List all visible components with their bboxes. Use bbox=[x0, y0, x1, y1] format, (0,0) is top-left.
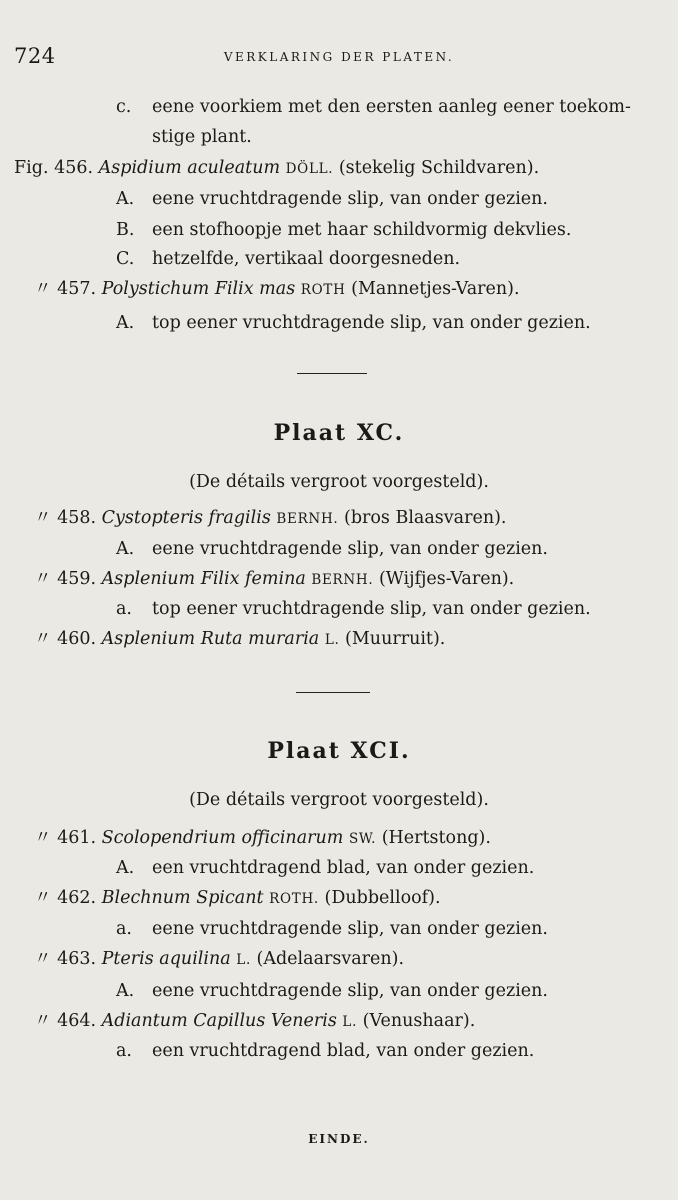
author-name: ROTH bbox=[300, 282, 346, 298]
item-description: top eener vruchtdragende slip, van onder gezien. bbox=[152, 313, 591, 333]
item-label: a. bbox=[116, 919, 132, 939]
ditto-mark: 〃 bbox=[34, 629, 52, 649]
figure-number: 456. bbox=[54, 158, 94, 178]
species-name: Cystopteris fragilis bbox=[101, 508, 271, 528]
figure-entry-457 bbox=[34, 278, 520, 301]
item-label: A. bbox=[116, 189, 135, 209]
item-label: a. bbox=[116, 1041, 132, 1061]
figure-entry-458 bbox=[34, 507, 506, 530]
common-name: (Hertstong). bbox=[381, 828, 491, 848]
species-name: Scolopendrium officinarum bbox=[101, 828, 344, 848]
item-description: eene vruchtdragende slip, van onder gezien. bbox=[152, 189, 548, 209]
author-name: L. bbox=[342, 1014, 358, 1030]
item-description: eene vruchtdragende slip, van onder gezien. bbox=[152, 981, 548, 1001]
figure-number: 463. bbox=[57, 949, 97, 969]
item-label: A. bbox=[116, 981, 135, 1001]
common-name: (Mannetjes-Varen). bbox=[351, 279, 520, 299]
common-name: (stekelig Schildvaren). bbox=[338, 158, 540, 178]
item-description: eene vruchtdragende slip, van onder gezien. bbox=[152, 539, 548, 559]
running-header bbox=[14, 44, 664, 68]
running-title: VERKLARING DER PLATEN. bbox=[223, 50, 455, 64]
author-name: BERNH. bbox=[311, 572, 374, 588]
ditto-mark: 〃 bbox=[34, 949, 52, 969]
item-description-continuation: stige plant. bbox=[152, 127, 252, 147]
item-label: a. bbox=[116, 599, 132, 619]
plate-title-xc: Plaat XC. bbox=[273, 420, 405, 446]
plate-subtitle-xci: (De détails vergroot voorgesteld). bbox=[189, 790, 489, 810]
item-label: B. bbox=[116, 220, 135, 240]
ditto-mark: 〃 bbox=[34, 508, 52, 528]
item-label: A. bbox=[116, 858, 135, 878]
figure-entry-461 bbox=[34, 827, 491, 850]
species-name: Blechnum Spicant bbox=[101, 888, 264, 908]
author-name: ROTH. bbox=[269, 891, 319, 907]
author-name: L. bbox=[236, 952, 251, 968]
author-name: L. bbox=[324, 632, 340, 648]
figure-number: 464. bbox=[57, 1011, 97, 1031]
item-description: een vruchtdragend blad, van onder gezien. bbox=[152, 1041, 535, 1061]
item-label: c. bbox=[116, 97, 132, 117]
figure-number: 458. bbox=[57, 508, 97, 528]
end-marker: EINDE. bbox=[308, 1132, 370, 1146]
item-label: C. bbox=[116, 249, 135, 269]
fig-prefix: Fig. bbox=[14, 158, 49, 178]
ditto-mark: 〃 bbox=[34, 569, 52, 589]
figure-number: 462. bbox=[57, 888, 97, 908]
common-name: (Venushaar). bbox=[362, 1011, 476, 1031]
item-description: een stofhoopje met haar schildvormig dekvlies. bbox=[152, 220, 572, 240]
common-name: (Adelaarsvaren). bbox=[256, 949, 405, 969]
species-name: Adiantum Capillus Veneris bbox=[101, 1011, 337, 1031]
ditto-mark: 〃 bbox=[34, 279, 52, 299]
common-name: (Dubbelloof). bbox=[324, 888, 441, 908]
plate-subtitle-xc: (De détails vergroot voorgesteld). bbox=[189, 472, 489, 492]
common-name: (Wijfjes-Varen). bbox=[378, 569, 515, 589]
common-name: (bros Blaasvaren). bbox=[344, 508, 507, 528]
figure-number: 457. bbox=[57, 279, 97, 299]
figure-number: 459. bbox=[57, 569, 97, 589]
item-description: eene vruchtdragende slip, van onder gezien. bbox=[152, 919, 548, 939]
common-name: (Muurruit). bbox=[345, 629, 446, 649]
ditto-mark: 〃 bbox=[34, 888, 52, 908]
author-name: BERNH. bbox=[276, 511, 339, 527]
item-description: eene voorkiem met den eersten aanleg eener toekom- bbox=[152, 97, 631, 117]
species-name: Aspidium aculeatum bbox=[98, 158, 281, 178]
figure-entry-456 bbox=[14, 157, 539, 180]
section-divider bbox=[296, 692, 370, 693]
figure-entry-462 bbox=[34, 887, 441, 910]
figure-entry-464 bbox=[34, 1010, 475, 1033]
figure-number: 461. bbox=[57, 828, 97, 848]
species-name: Pteris aquilina bbox=[101, 949, 231, 969]
ditto-mark: 〃 bbox=[34, 828, 52, 848]
species-name: Asplenium Filix femina bbox=[101, 569, 306, 589]
author-name: SW. bbox=[348, 831, 377, 847]
section-divider bbox=[297, 373, 367, 374]
author-name: DÖLL. bbox=[285, 161, 334, 177]
species-name: Polystichum Filix mas bbox=[101, 279, 296, 299]
item-description: top eener vruchtdragende slip, van onder gezien. bbox=[152, 599, 591, 619]
item-label: A. bbox=[116, 313, 135, 333]
item-description: een vruchtdragend blad, van onder gezien. bbox=[152, 858, 535, 878]
figure-entry-463 bbox=[34, 948, 404, 971]
item-description: hetzelfde, vertikaal doorgesneden. bbox=[152, 249, 461, 269]
ditto-mark: 〃 bbox=[34, 1011, 52, 1031]
plate-title-xci: Plaat XCI. bbox=[267, 738, 411, 764]
figure-entry-459 bbox=[34, 568, 514, 591]
species-name: Asplenium Ruta muraria bbox=[101, 629, 320, 649]
item-label: A. bbox=[116, 539, 135, 559]
figure-number: 460. bbox=[57, 629, 97, 649]
figure-entry-460 bbox=[34, 628, 445, 651]
page-number: 724 bbox=[14, 44, 56, 68]
